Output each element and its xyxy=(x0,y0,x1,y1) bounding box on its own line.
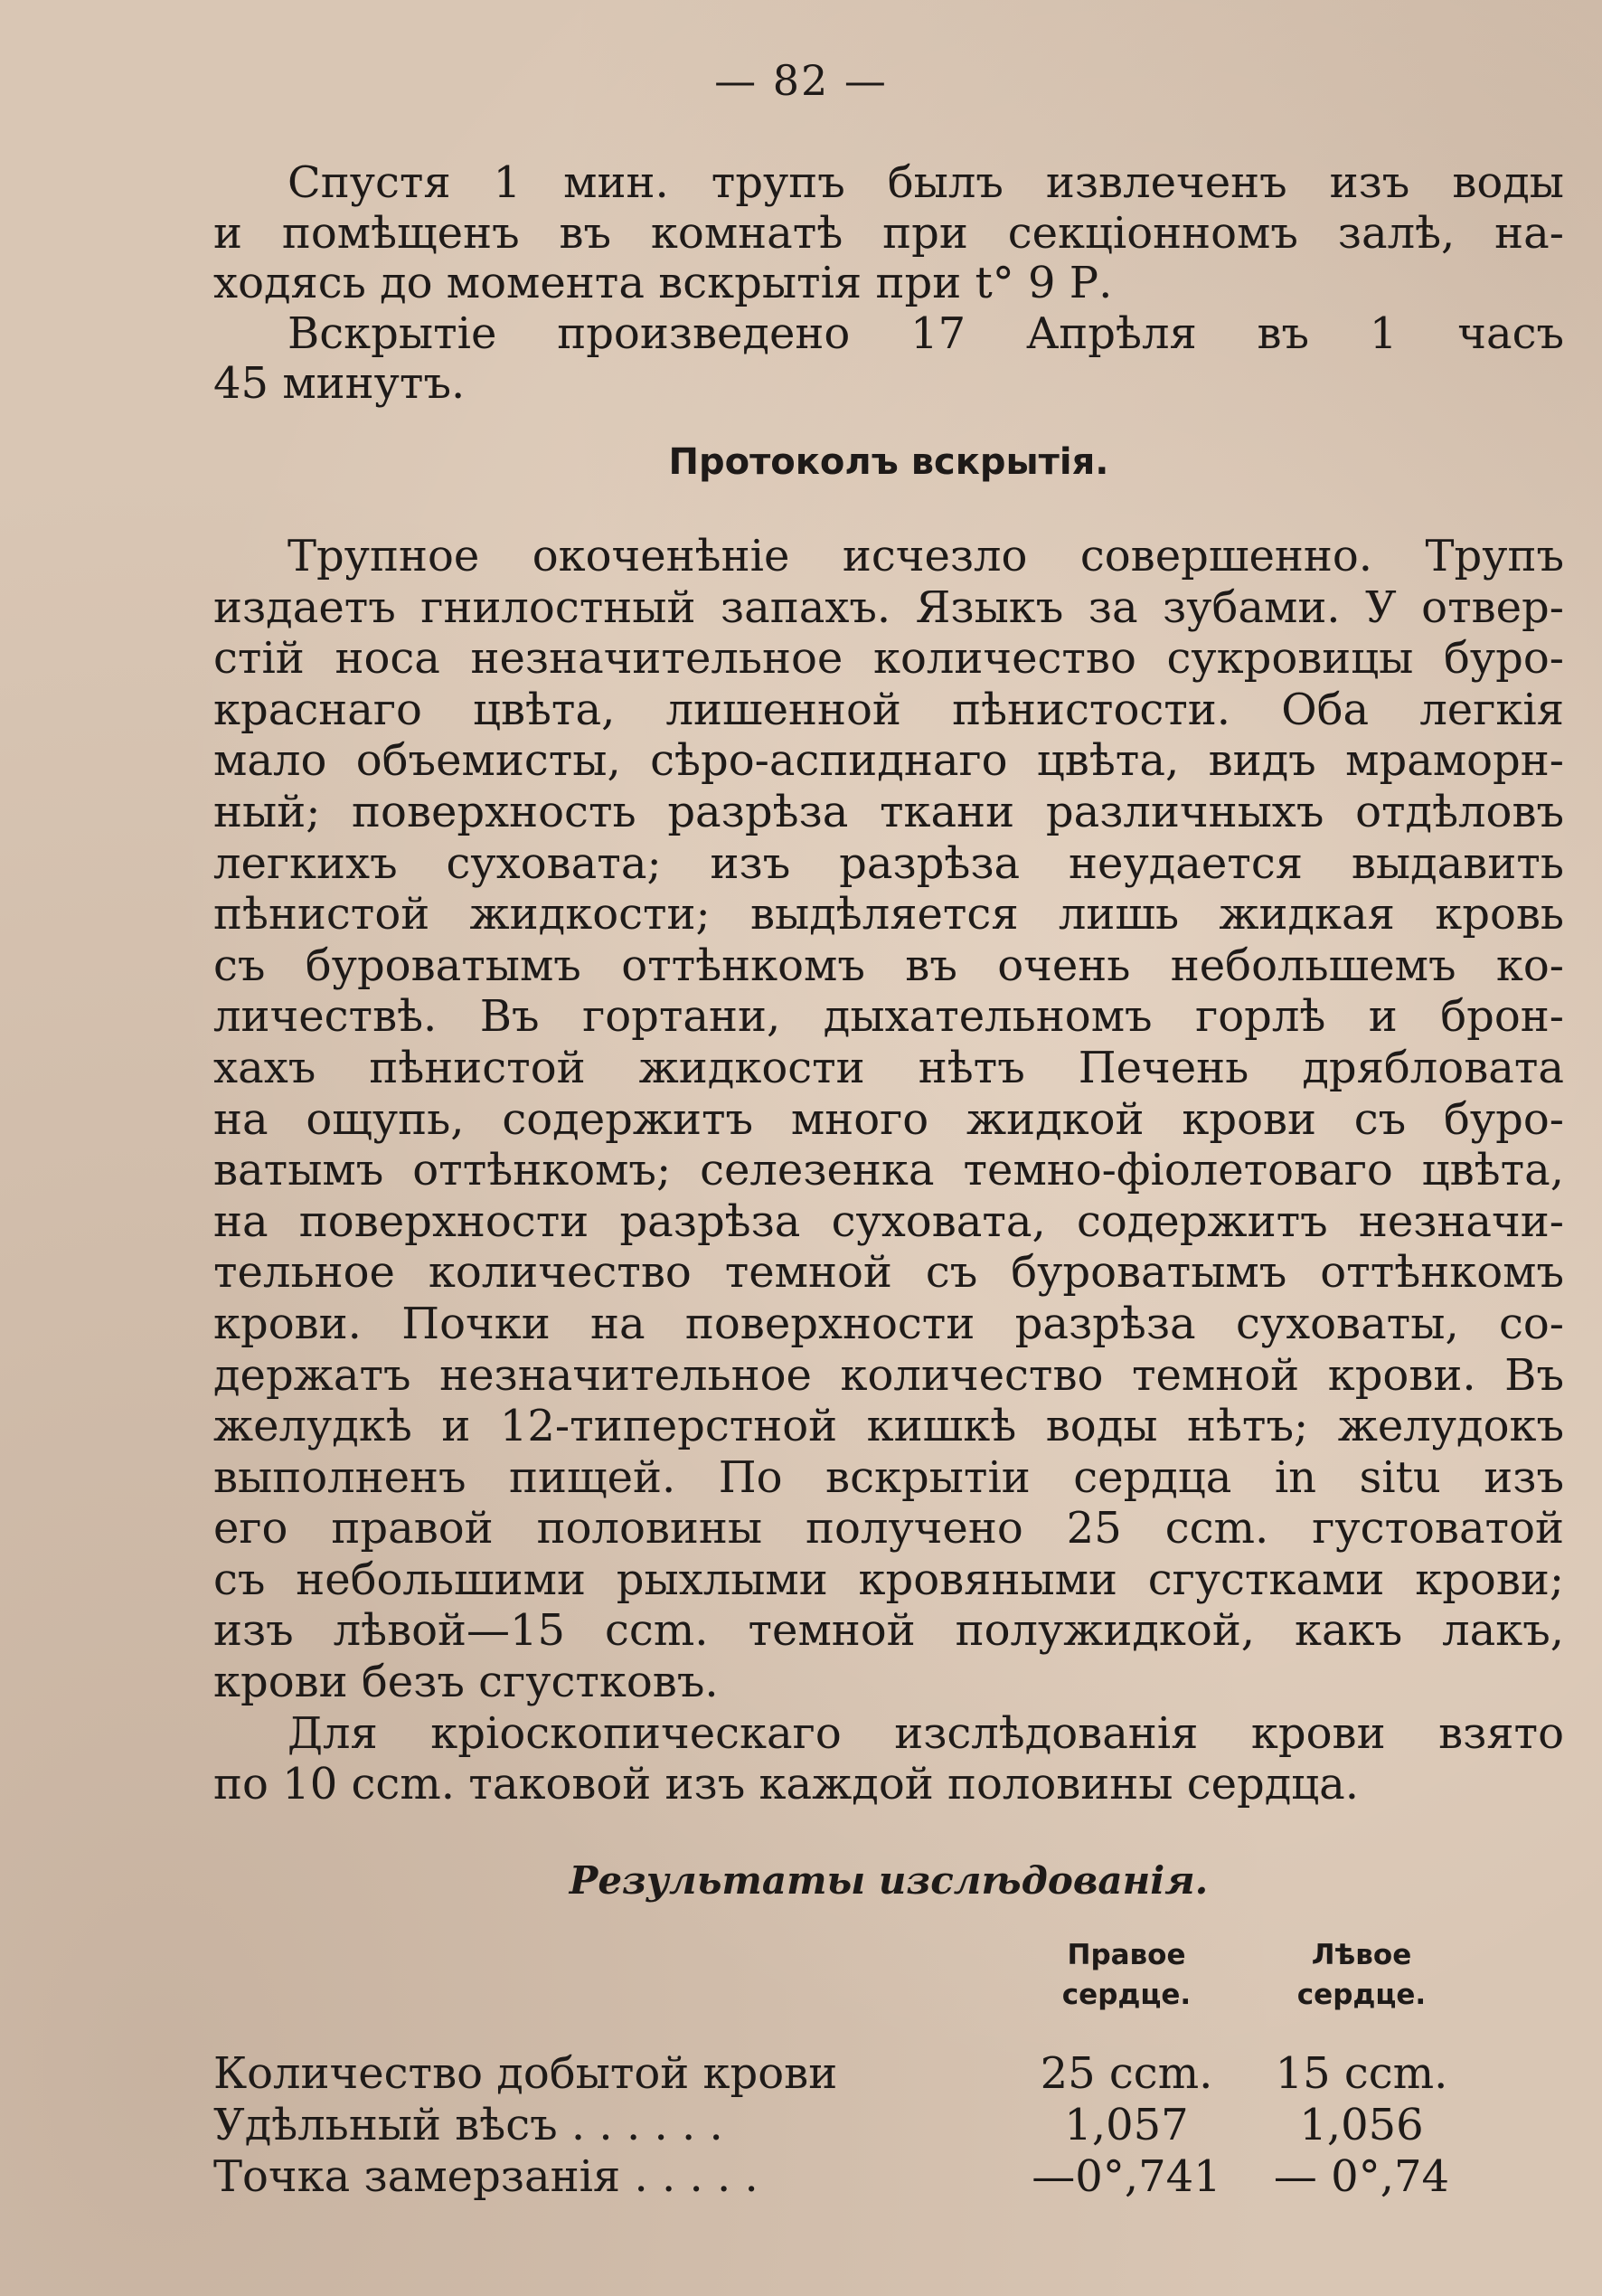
left-heart-value: 1,056 xyxy=(1299,2100,1424,2150)
text-line: съ небольшими рыхлыми кровяными сгустками крови; xyxy=(213,1554,1564,1605)
right-heart-value: —0°,741 xyxy=(1032,2151,1221,2202)
table-row xyxy=(213,2100,1564,2150)
text-line: Вскрытіе произведено 17 Апрѣля въ 1 часъ xyxy=(287,308,1564,359)
text-line: по 10 cсm. таковой изъ каждой половины сердца. xyxy=(213,1759,1360,1810)
left-heart-value: 15 cсm. xyxy=(1275,2048,1448,2099)
table-row xyxy=(213,2048,1564,2099)
text-line: Для кріоскопическаго изслѣдованія крови взято xyxy=(287,1707,1564,1759)
text-line: ватымъ оттѣнкомъ; селезенка темно-фіолетоваго цвѣта, xyxy=(213,1145,1564,1196)
right-heart-value: 1,057 xyxy=(1064,2100,1189,2150)
column-header-line: сердце. xyxy=(1061,1979,1192,2011)
text-line: издаетъ гнилостный запахъ. Языкъ за зубами. У отвер- xyxy=(213,581,1564,633)
text-line: крови безъ сгустковъ. xyxy=(213,1657,719,1708)
text-line: съ буроватымъ оттѣнкомъ въ очень небольшемъ ко- xyxy=(213,940,1564,991)
text-line: держатъ незначительное количество темной крови. Въ xyxy=(213,1349,1564,1401)
text-line: на ощупь, содержитъ много жидкой крови съ буро- xyxy=(213,1093,1564,1145)
text-line: хахъ пѣнистой жидкости нѣтъ Печень дрябловата xyxy=(213,1042,1564,1093)
text-line: краснаго цвѣта, лишенной пѣнистости. Оба легкія xyxy=(213,684,1564,735)
column-header-line: Лѣвое xyxy=(1311,1939,1412,1971)
text-line: на поверхности разрѣза суховата, содержитъ незначи- xyxy=(213,1195,1564,1247)
text-line: ходясь до момента вскрытія при t° 9 Р. xyxy=(213,259,1113,308)
text-line: Трупное окоченѣніе исчезло совершенно. Трупъ xyxy=(287,531,1564,581)
column-header-right-heart xyxy=(1018,1935,1235,2015)
row-label: Количество добытой крови xyxy=(213,2048,838,2099)
text-line: Спустя 1 мин. трупъ былъ извлеченъ изъ воды xyxy=(287,158,1564,208)
text-line: и помѣщенъ въ комнатѣ при секціонномъ залѣ, на- xyxy=(213,208,1564,259)
intro-paragraphs xyxy=(213,158,1564,410)
text-line: личествѣ. Въ гортани, дыхательномъ горлѣ и брон- xyxy=(213,991,1564,1043)
text-line: стій носа незначительное количество сукровицы буро- xyxy=(213,633,1564,685)
table-row xyxy=(213,2151,1564,2202)
row-label: Точка замерзанія . . . . . xyxy=(213,2151,759,2202)
text-line: пѣнистой жидкости; выдѣляется лишь жидкая кровь xyxy=(213,889,1564,940)
column-header-left-heart xyxy=(1253,1935,1470,2015)
column-header-line: Правое xyxy=(1067,1939,1186,1971)
text-line: выполненъ пищей. По вскрытіи сердца in situ изъ xyxy=(213,1451,1564,1503)
results-heading: Результаты изслѣдованія. xyxy=(569,1858,1209,1903)
text-line: желудкѣ и 12-типерстной кишкѣ воды нѣтъ; желудокъ xyxy=(213,1401,1564,1452)
text-line: 45 минутъ. xyxy=(213,359,466,409)
text-line: тельное количество темной съ буроватымъ оттѣнкомъ xyxy=(213,1247,1564,1299)
text-line: ный; поверхность разрѣза ткани различныхъ отдѣловъ xyxy=(213,786,1564,837)
right-heart-value: 25 cсm. xyxy=(1040,2048,1213,2099)
left-heart-value: — 0°,74 xyxy=(1273,2151,1450,2202)
row-label: Удѣльный вѣсъ . . . . . . xyxy=(213,2100,723,2150)
protocol-paragraphs xyxy=(213,531,1564,1810)
column-header-line: сердце. xyxy=(1296,1979,1427,2011)
protocol-heading: Протоколъ вскрытія. xyxy=(668,441,1109,483)
page-number: — 82 — xyxy=(714,56,888,105)
text-line: изъ лѣвой—15 cсm. темной полужидкой, какъ лакъ, xyxy=(213,1605,1564,1657)
text-line: мало объемисты, сѣро-аспиднаго цвѣта, видъ мраморн- xyxy=(213,735,1564,787)
text-line: его правой половины получено 25 cсm. густоватой xyxy=(213,1503,1564,1554)
text-line: крови. Почки на поверхности разрѣза суховаты, со- xyxy=(213,1298,1564,1349)
text-line: легкихъ суховата; изъ разрѣза неудается выдавить xyxy=(213,837,1564,889)
